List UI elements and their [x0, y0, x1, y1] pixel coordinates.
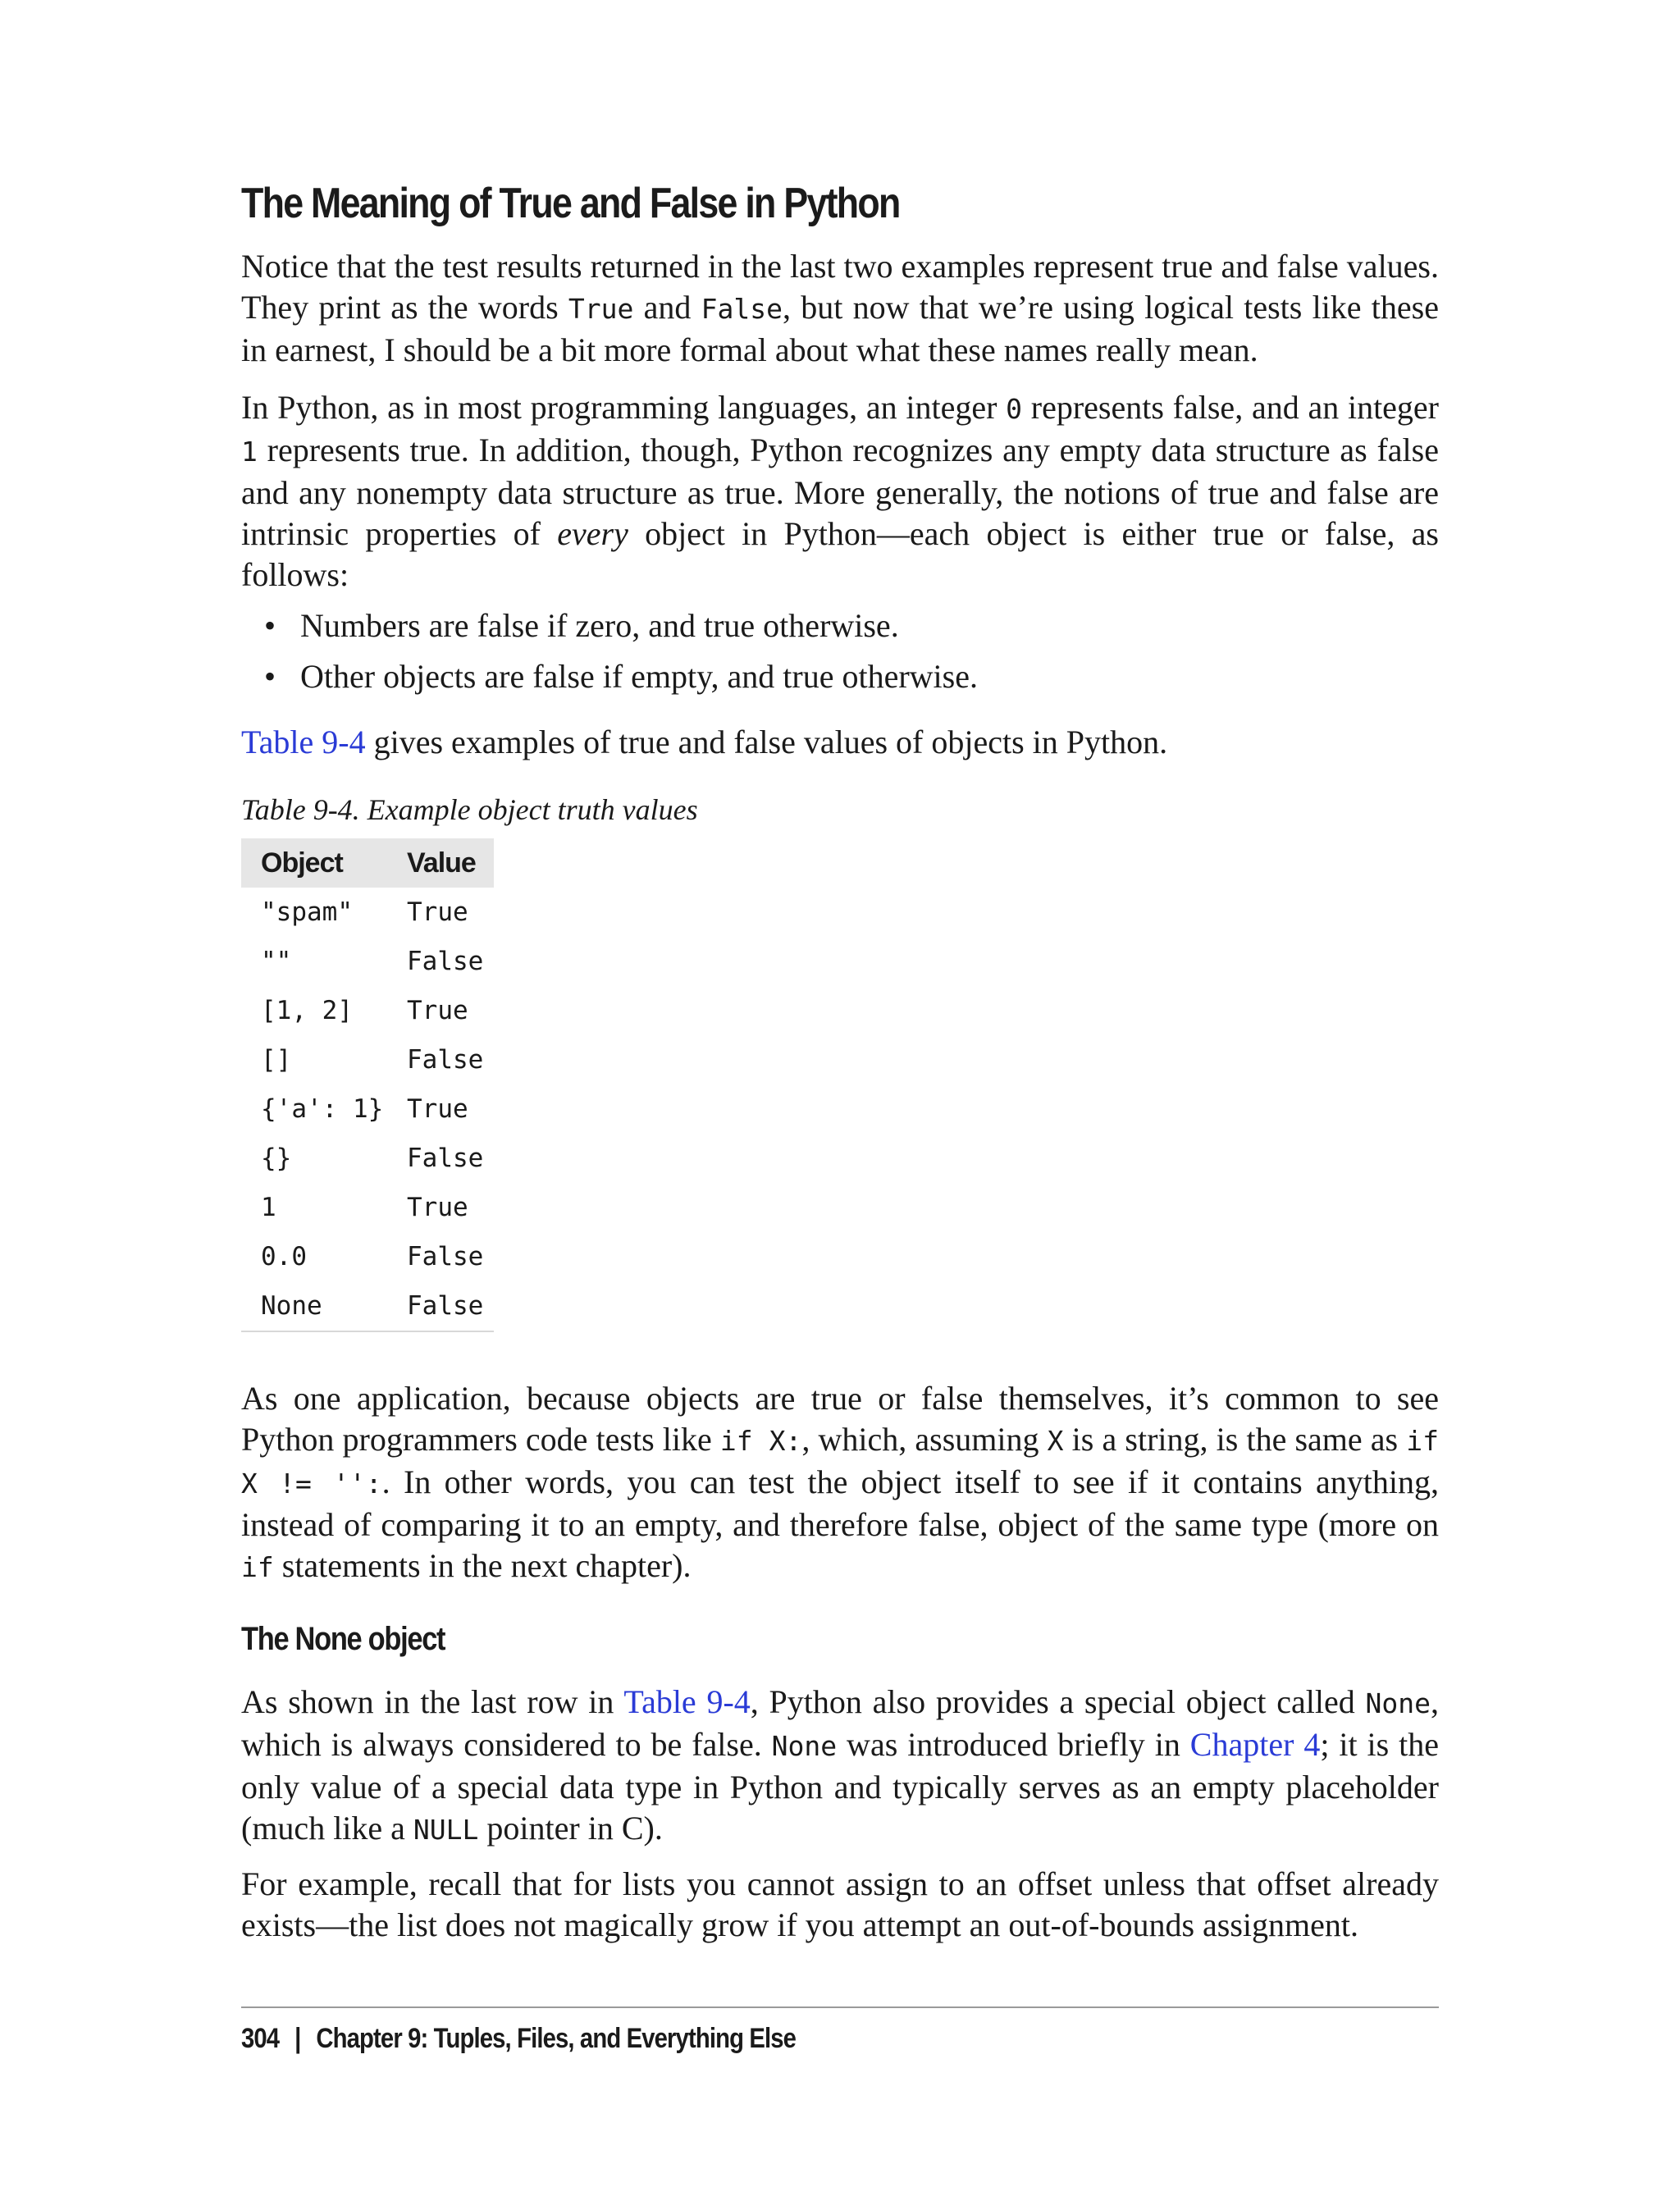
paragraph-table-ref — [241, 722, 1439, 763]
object-cell: 1 — [261, 1193, 276, 1222]
object-cell: "" — [261, 947, 292, 976]
table-row — [241, 937, 494, 986]
text: pointer in C). — [478, 1810, 663, 1847]
list-item: • Other objects are false if empty, and true otherwise. — [241, 656, 978, 697]
emphasis: every — [557, 515, 628, 552]
text: ; it is the only value of a special data type in Python and typically serves as an empty placeholder (much like a — [241, 1726, 1439, 1847]
object-cell: None — [261, 1291, 322, 1321]
table-header-row — [241, 838, 494, 888]
table-row — [241, 1183, 494, 1232]
object-cell: {'a': 1} — [261, 1094, 384, 1124]
inline-code: 0 — [1006, 393, 1023, 425]
page-number: 304 — [241, 2023, 280, 2054]
inline-code: if — [241, 1551, 274, 1583]
paragraph-none-object — [241, 1682, 1439, 1851]
list-item: • Numbers are false if zero, and true otherwise. — [241, 605, 978, 646]
table-row — [241, 1084, 494, 1134]
inline-code: None — [771, 1730, 838, 1762]
inline-code: X — [1047, 1425, 1064, 1457]
table-row — [241, 1281, 494, 1331]
column-header-object: Object — [241, 838, 387, 888]
text: , Python also provides a special object called — [750, 1683, 1366, 1720]
subsection-heading: The None object — [241, 1621, 445, 1657]
text: , but now that we’re using logical tests like these in earnest, I should be a bit more formal about what these names really mean. — [241, 289, 1439, 368]
value-cell: True — [407, 996, 468, 1025]
value-cell: True — [407, 897, 468, 927]
inline-code: 1 — [241, 436, 258, 468]
text: represents false, and an integer — [1022, 389, 1440, 426]
footer-separator: | — [294, 2023, 301, 2054]
value-cell: True — [407, 1193, 468, 1222]
text: As shown in the last row in — [241, 1683, 624, 1720]
text: is a string, is the same as — [1063, 1421, 1407, 1458]
object-cell: [] — [261, 1045, 292, 1075]
table-row — [241, 1035, 494, 1084]
text: , which is always considered to be false. — [241, 1683, 1439, 1763]
table-row — [241, 1134, 494, 1183]
inline-code: NULL — [413, 1814, 479, 1846]
section-heading: The Meaning of True and False in Python — [241, 180, 900, 227]
chapter-link[interactable]: Chapter 4 — [1189, 1726, 1321, 1763]
paragraph-application — [241, 1378, 1439, 1588]
value-cell: True — [407, 1094, 468, 1124]
text: object in Python—each object is either true or false, as follows: — [241, 515, 1439, 593]
table-link[interactable]: Table 9-4 — [623, 1683, 751, 1720]
truth-values-table — [241, 838, 494, 1332]
text: In Python, as in most programming languages, an integer — [241, 389, 1007, 426]
value-cell: False — [407, 1045, 484, 1075]
inline-code: False — [701, 293, 783, 325]
table-link[interactable]: Table 9-4 — [241, 724, 366, 760]
page-footer — [241, 2023, 796, 2055]
value-cell: False — [407, 1242, 484, 1271]
column-header-value: Value — [387, 838, 494, 888]
text: and — [633, 289, 701, 326]
chapter-title: Chapter 9: Tuples, Files, and Everything Else — [316, 2023, 797, 2054]
paragraph-list-example: For example, recall that for lists you cannot assign to an offset unless that offset already exists—the list does not magically grow if you attempt an out-of-bounds assignment. — [241, 1865, 1439, 1943]
paragraph-intro — [241, 246, 1439, 371]
text: As one application, because objects are true or false themselves, it’s common to see Python programmers code tests like — [241, 1380, 1439, 1458]
text: gives examples of true and false values of objects in Python. — [365, 724, 1168, 760]
table-row — [241, 888, 494, 937]
footer-divider — [241, 2006, 1439, 2008]
object-cell: [1, 2] — [261, 996, 353, 1025]
value-cell: False — [407, 947, 484, 976]
inline-code: None — [1365, 1687, 1431, 1719]
inline-code: if X != '': — [241, 1425, 1439, 1500]
text: , which, assuming — [801, 1421, 1048, 1458]
value-cell: False — [407, 1291, 484, 1321]
inline-code: True — [568, 293, 634, 325]
table-row — [241, 1232, 494, 1281]
inline-code: if X: — [719, 1425, 802, 1457]
text: Notice that the test results returned in the last two examples represent true and false values. They print as the words — [241, 248, 1439, 326]
table-caption: Table 9-4. Example object truth values — [241, 793, 698, 826]
text: was introduced briefly in — [837, 1726, 1190, 1763]
text: represents true. In addition, though, Python recognizes any empty data structure as false and any nonempty data structure as true. More generally, the notions of true and false are intrinsic properties of — [241, 431, 1439, 552]
table-row — [241, 986, 494, 1035]
text: statements in the next chapter). — [273, 1547, 692, 1584]
text: . In other words, you can test the object itself to see if it contains anything, instead of comparing it to an empty, and therefore false, object of the same type (more on — [241, 1463, 1439, 1543]
bullet-list — [241, 605, 978, 707]
object-cell: "spam" — [261, 897, 353, 927]
object-cell: 0.0 — [261, 1242, 307, 1271]
value-cell: False — [407, 1144, 484, 1173]
object-cell: {} — [261, 1144, 292, 1173]
paragraph-truth-rules — [241, 387, 1439, 596]
